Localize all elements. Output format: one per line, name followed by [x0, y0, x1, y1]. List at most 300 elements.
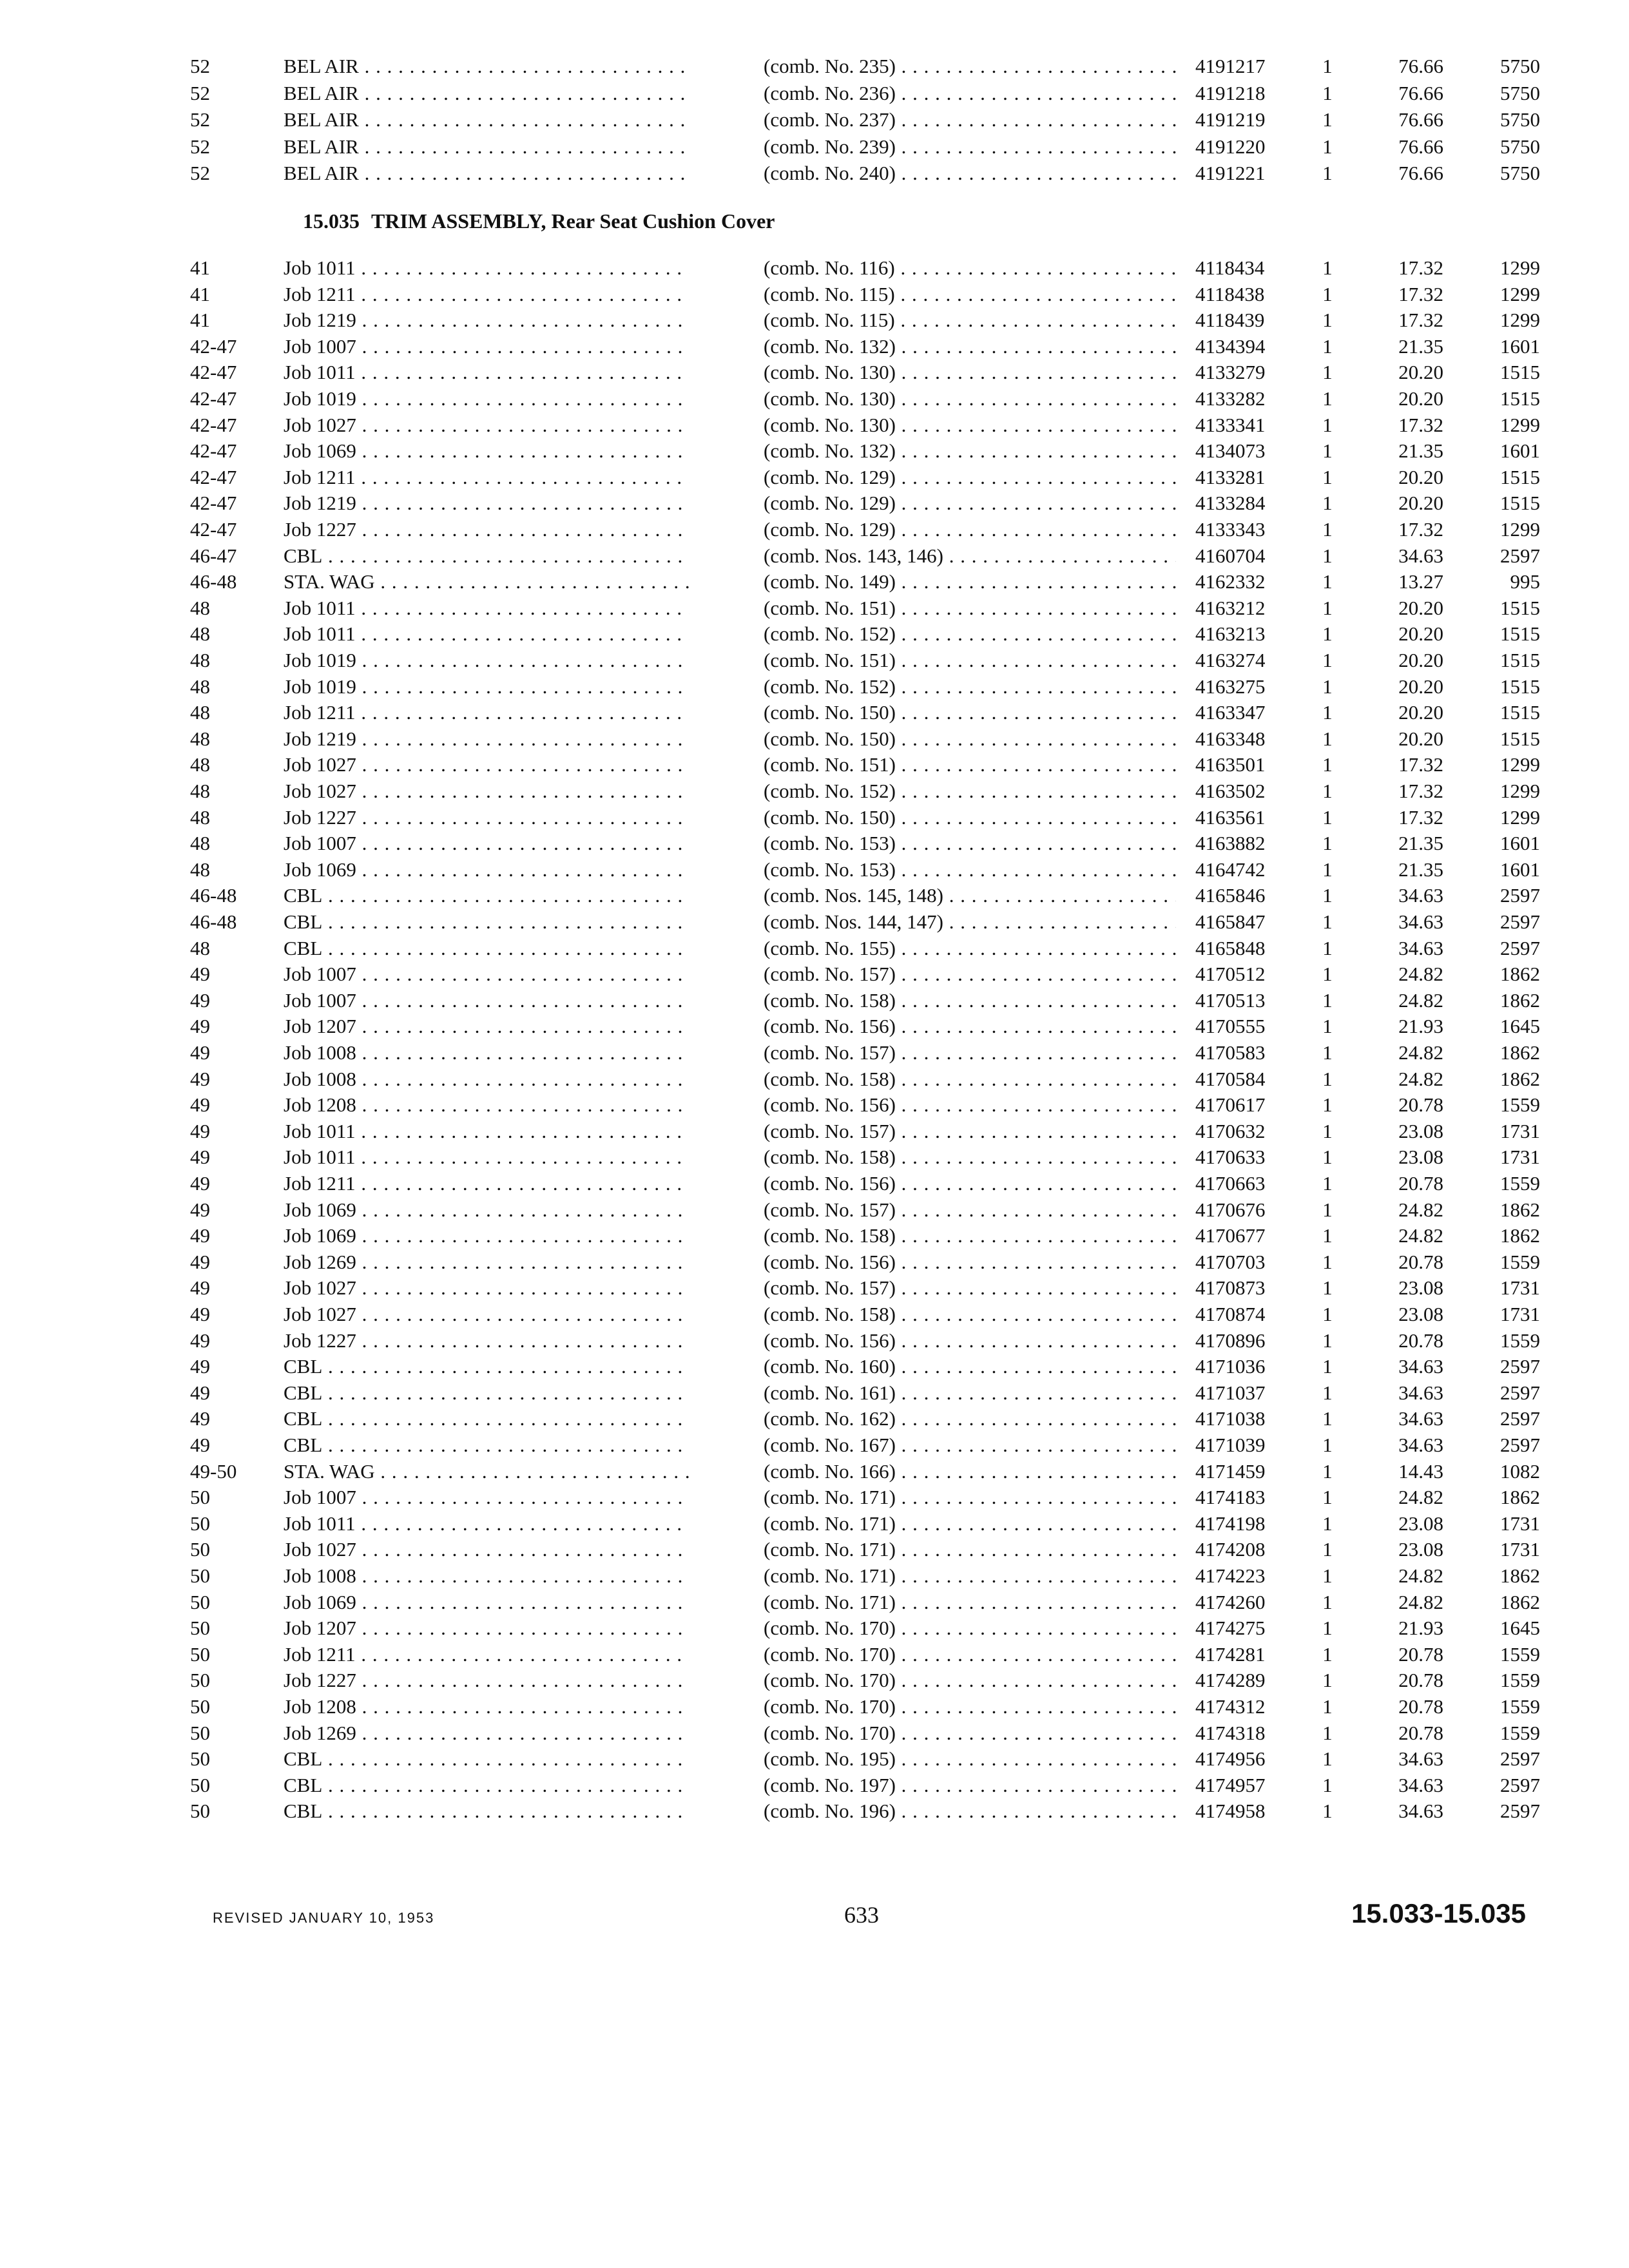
group-number: 1515 — [1500, 387, 1540, 410]
part-number: 4165848 — [1195, 936, 1266, 959]
part-number: 4165846 — [1195, 884, 1266, 907]
combination-number: (comb. No. 235) . . . — [764, 53, 1176, 79]
quantity: 1 — [1322, 1486, 1333, 1509]
combination-number: (comb. No. 115) . . . — [764, 282, 1176, 307]
table-row — [0, 621, 1629, 647]
table-row — [0, 307, 1629, 333]
table-row — [0, 1249, 1629, 1275]
quantity: 1 — [1322, 1617, 1333, 1640]
model-year: 48 — [190, 832, 210, 855]
model-year: 49 — [190, 1407, 210, 1430]
part-number: 4118434 — [1195, 256, 1265, 279]
part-number: 4191217 — [1195, 55, 1266, 77]
combination-number: (comb. No. 153) . . . — [764, 857, 1176, 883]
group-number: 1299 — [1500, 282, 1540, 305]
part-number: 4118438 — [1195, 282, 1265, 305]
part-number: 4174289 — [1195, 1669, 1266, 1692]
model-year: 48 — [190, 701, 210, 724]
part-number: 4174956 — [1195, 1747, 1266, 1771]
model-year: 49 — [190, 1146, 210, 1169]
list-price: 24.82 — [1398, 1041, 1443, 1064]
combination-number: (comb. Nos. 143, 146) . . . — [764, 543, 1176, 569]
quantity: 1 — [1322, 1067, 1333, 1090]
body-type: Job 1008 . . . — [284, 1563, 689, 1589]
table-row — [0, 517, 1629, 543]
list-price: 23.08 — [1398, 1303, 1443, 1325]
model-year: 49 — [190, 1381, 210, 1404]
body-type: CBL . . . — [284, 1406, 689, 1432]
list-price: 34.63 — [1398, 910, 1443, 933]
table-row — [0, 1354, 1629, 1379]
quantity: 1 — [1322, 1224, 1333, 1247]
group-number: 1862 — [1500, 1067, 1540, 1090]
part-number: 4171039 — [1195, 1434, 1266, 1456]
part-number: 4133343 — [1195, 518, 1266, 541]
list-price: 17.32 — [1398, 753, 1443, 776]
body-type: Job 1019 . . . — [284, 674, 689, 700]
combination-number: (comb. No. 156) . . . — [764, 1092, 1176, 1118]
group-number: 1515 — [1500, 492, 1540, 515]
group-number: 5750 — [1500, 135, 1540, 158]
quantity: 1 — [1322, 309, 1333, 332]
body-type: Job 1208 . . . — [284, 1694, 689, 1720]
combination-number: (comb. No. 236) . . . — [764, 81, 1176, 106]
table-row — [0, 1694, 1629, 1720]
model-year: 50 — [190, 1800, 210, 1823]
table-row — [0, 1511, 1629, 1537]
combination-number: (comb. No. 130) . . . — [764, 412, 1176, 438]
combination-number: (comb. No. 157) . . . — [764, 1040, 1176, 1066]
list-price: 20.20 — [1398, 465, 1443, 488]
body-type: CBL . . . — [284, 1798, 689, 1824]
group-number: 1559 — [1500, 1721, 1540, 1744]
combination-number: (comb. No. 157) . . . — [764, 961, 1176, 987]
table-row — [0, 1459, 1629, 1485]
model-year: 46-48 — [190, 884, 237, 907]
group-number: 5750 — [1500, 108, 1540, 131]
quantity: 1 — [1322, 988, 1333, 1012]
group-number: 1862 — [1500, 1486, 1540, 1509]
table-row — [0, 700, 1629, 726]
body-type: Job 1019 . . . — [284, 648, 689, 673]
body-type: BEL AIR . . . — [284, 160, 689, 186]
list-price: 20.78 — [1398, 1669, 1443, 1692]
quantity: 1 — [1322, 753, 1333, 776]
quantity: 1 — [1322, 832, 1333, 855]
body-type: Job 1027 . . . — [284, 1302, 689, 1327]
body-type: Job 1069 . . . — [284, 438, 689, 464]
model-year: 49 — [190, 1119, 210, 1142]
combination-number: (comb. No. 151) . . . — [764, 752, 1176, 778]
group-number: 1082 — [1500, 1459, 1540, 1483]
group-number: 1559 — [1500, 1250, 1540, 1273]
body-type: CBL . . . — [284, 909, 689, 935]
list-price: 24.82 — [1398, 1198, 1443, 1221]
model-year: 52 — [190, 55, 210, 77]
model-year: 46-47 — [190, 544, 237, 567]
body-type: Job 1219 . . . — [284, 726, 689, 752]
list-price: 24.82 — [1398, 963, 1443, 986]
model-year: 42-47 — [190, 413, 237, 436]
body-type: Job 1211 . . . — [284, 1171, 689, 1196]
group-number: 1601 — [1500, 858, 1540, 881]
combination-number: (comb. No. 158) . . . — [764, 1223, 1176, 1249]
body-type: Job 1211 . . . — [284, 465, 689, 490]
part-number: 4170584 — [1195, 1067, 1266, 1090]
table-row — [0, 1144, 1629, 1170]
table-row — [0, 1119, 1629, 1144]
group-number: 995 — [1510, 570, 1540, 593]
table-row — [0, 1171, 1629, 1196]
table-row — [0, 412, 1629, 438]
model-year: 49 — [190, 1329, 210, 1352]
list-price: 34.63 — [1398, 884, 1443, 907]
part-number: 4133279 — [1195, 361, 1266, 384]
body-type: CBL . . . — [284, 1746, 689, 1772]
quantity: 1 — [1322, 1590, 1333, 1613]
body-type: Job 1011 . . . — [284, 1511, 689, 1537]
table-row — [0, 726, 1629, 752]
body-type: Job 1011 . . . — [284, 255, 689, 281]
list-price: 76.66 — [1398, 135, 1443, 158]
quantity: 1 — [1322, 1303, 1333, 1325]
model-year: 49 — [190, 1276, 210, 1300]
table-row — [0, 1746, 1629, 1772]
combination-number: (comb. No. 115) . . . — [764, 307, 1176, 333]
group-number: 1731 — [1500, 1276, 1540, 1300]
part-number: 4171459 — [1195, 1459, 1266, 1483]
group-number: 1299 — [1500, 780, 1540, 802]
list-price: 34.63 — [1398, 1747, 1443, 1771]
model-year: 42-47 — [190, 492, 237, 515]
group-number: 5750 — [1500, 162, 1540, 184]
combination-number: (comb. No. 158) . . . — [764, 988, 1176, 1014]
group-number: 1862 — [1500, 1198, 1540, 1221]
group-number: 1731 — [1500, 1538, 1540, 1561]
group-number: 1515 — [1500, 622, 1540, 646]
list-price: 24.82 — [1398, 1067, 1443, 1090]
group-number: 1559 — [1500, 1695, 1540, 1718]
list-price: 20.20 — [1398, 387, 1443, 410]
part-number: 4133281 — [1195, 465, 1266, 488]
table-row — [0, 961, 1629, 987]
part-number: 4170873 — [1195, 1276, 1266, 1300]
group-number: 2597 — [1500, 1355, 1540, 1378]
group-number: 1299 — [1500, 805, 1540, 829]
combination-number: (comb. No. 170) . . . — [764, 1615, 1176, 1641]
body-type: Job 1211 . . . — [284, 1642, 689, 1667]
body-type: BEL AIR . . . — [284, 81, 689, 106]
combination-number: (comb. No. 158) . . . — [764, 1066, 1176, 1092]
body-type: STA. WAG . . . — [284, 569, 689, 595]
quantity: 1 — [1322, 439, 1333, 463]
quantity: 1 — [1322, 1198, 1333, 1221]
group-number: 1862 — [1500, 1590, 1540, 1613]
group-number: 1515 — [1500, 727, 1540, 750]
part-number: 4174312 — [1195, 1695, 1266, 1718]
combination-number: (comb. No. 157) . . . — [764, 1197, 1176, 1223]
quantity: 1 — [1322, 1695, 1333, 1718]
combination-number: (comb. No. 195) . . . — [764, 1746, 1176, 1772]
quantity: 1 — [1322, 55, 1333, 77]
table-row — [0, 778, 1629, 804]
model-year: 50 — [190, 1564, 210, 1587]
table-row — [0, 360, 1629, 385]
part-number: 4163275 — [1195, 675, 1266, 698]
part-number: 4163212 — [1195, 596, 1266, 619]
body-type: Job 1011 . . . — [284, 595, 689, 621]
list-price: 76.66 — [1398, 108, 1443, 131]
table-row — [0, 674, 1629, 700]
quantity: 1 — [1322, 465, 1333, 488]
quantity: 1 — [1322, 701, 1333, 724]
part-number: 4170676 — [1195, 1198, 1266, 1221]
model-year: 52 — [190, 108, 210, 131]
model-year: 48 — [190, 727, 210, 750]
part-number: 4134394 — [1195, 334, 1266, 358]
model-year: 48 — [190, 805, 210, 829]
table-row — [0, 1773, 1629, 1798]
model-year: 48 — [190, 753, 210, 776]
list-price: 21.35 — [1398, 832, 1443, 855]
part-number: 4163348 — [1195, 727, 1266, 750]
body-type: Job 1069 . . . — [284, 1590, 689, 1615]
combination-number: (comb. No. 152) . . . — [764, 778, 1176, 804]
table-row — [0, 909, 1629, 935]
list-price: 17.32 — [1398, 413, 1443, 436]
part-number: 4170896 — [1195, 1329, 1266, 1352]
combination-number: (comb. No. 116) . . . — [764, 255, 1176, 281]
table-row — [0, 53, 1629, 79]
body-type: Job 1027 . . . — [284, 778, 689, 804]
body-type: BEL AIR . . . — [284, 53, 689, 79]
combination-number: (comb. No. 130) . . . — [764, 360, 1176, 385]
group-number: 1515 — [1500, 465, 1540, 488]
part-number: 4170617 — [1195, 1093, 1266, 1117]
combination-number: (comb. No. 162) . . . — [764, 1406, 1176, 1432]
table-row — [0, 1563, 1629, 1589]
group-number: 1601 — [1500, 439, 1540, 463]
part-number: 4163501 — [1195, 753, 1266, 776]
part-number: 4174198 — [1195, 1512, 1266, 1535]
combination-number: (comb. No. 161) . . . — [764, 1380, 1176, 1406]
group-number: 1862 — [1500, 988, 1540, 1012]
body-type: Job 1007 . . . — [284, 961, 689, 987]
quantity: 1 — [1322, 135, 1333, 158]
list-price: 21.35 — [1398, 334, 1443, 358]
part-number: 4170874 — [1195, 1303, 1266, 1325]
model-year: 50 — [190, 1669, 210, 1692]
model-year: 42-47 — [190, 518, 237, 541]
part-number: 4134073 — [1195, 439, 1266, 463]
quantity: 1 — [1322, 282, 1333, 305]
list-price: 17.32 — [1398, 518, 1443, 541]
list-price: 24.82 — [1398, 1486, 1443, 1509]
body-type: Job 1227 . . . — [284, 805, 689, 831]
model-year: 46-48 — [190, 910, 237, 933]
combination-number: (comb. No. 166) . . . — [764, 1459, 1176, 1485]
combination-number: (comb. No. 157) . . . — [764, 1119, 1176, 1144]
list-price: 17.32 — [1398, 309, 1443, 332]
group-number: 2597 — [1500, 1407, 1540, 1430]
group-number: 1862 — [1500, 963, 1540, 986]
body-type: CBL . . . — [284, 936, 689, 961]
group-number: 2597 — [1500, 1381, 1540, 1404]
part-number: 4133341 — [1195, 413, 1266, 436]
model-year: 48 — [190, 649, 210, 671]
quantity: 1 — [1322, 1015, 1333, 1038]
quantity: 1 — [1322, 1355, 1333, 1378]
section-heading — [303, 207, 775, 235]
table-row — [0, 1590, 1629, 1615]
part-number: 4118439 — [1195, 309, 1265, 332]
group-number: 1731 — [1500, 1119, 1540, 1142]
model-year: 50 — [190, 1590, 210, 1613]
part-number: 4133284 — [1195, 492, 1266, 515]
model-year: 46-48 — [190, 570, 237, 593]
list-price: 20.78 — [1398, 1329, 1443, 1352]
table-row — [0, 1642, 1629, 1667]
quantity: 1 — [1322, 81, 1333, 104]
combination-number: (comb. No. 129) . . . — [764, 517, 1176, 543]
combination-number: (comb. No. 197) . . . — [764, 1773, 1176, 1798]
quantity: 1 — [1322, 1041, 1333, 1064]
part-number: 4170663 — [1195, 1172, 1266, 1195]
quantity: 1 — [1322, 675, 1333, 698]
table-row — [0, 569, 1629, 595]
combination-number: (comb. No. 150) . . . — [764, 726, 1176, 752]
list-price: 24.82 — [1398, 1590, 1443, 1613]
quantity: 1 — [1322, 1459, 1333, 1483]
list-price: 20.78 — [1398, 1721, 1443, 1744]
model-year: 48 — [190, 936, 210, 959]
part-number: 4191218 — [1195, 81, 1266, 104]
quantity: 1 — [1322, 1800, 1333, 1823]
quantity: 1 — [1322, 884, 1333, 907]
body-type: Job 1069 . . . — [284, 1197, 689, 1223]
table-row — [0, 595, 1629, 621]
quantity: 1 — [1322, 1276, 1333, 1300]
body-type: Job 1027 . . . — [284, 1275, 689, 1301]
group-number: 1731 — [1500, 1303, 1540, 1325]
body-type: Job 1069 . . . — [284, 1223, 689, 1249]
group-number: 2597 — [1500, 1434, 1540, 1456]
part-number: 4160704 — [1195, 544, 1266, 567]
group-number: 2597 — [1500, 1800, 1540, 1823]
body-type: Job 1027 . . . — [284, 752, 689, 778]
model-year: 50 — [190, 1747, 210, 1771]
part-number: 4171038 — [1195, 1407, 1266, 1430]
table-row — [0, 1197, 1629, 1223]
body-type: BEL AIR . . . — [284, 134, 689, 160]
model-year: 49 — [190, 1041, 210, 1064]
quantity: 1 — [1322, 1434, 1333, 1456]
table-row — [0, 255, 1629, 281]
table-row — [0, 1092, 1629, 1118]
section-range: 15.033-15.035 — [1351, 1898, 1526, 1928]
list-price: 24.82 — [1398, 1564, 1443, 1587]
list-price: 23.08 — [1398, 1538, 1443, 1561]
table-row — [0, 465, 1629, 490]
quantity: 1 — [1322, 256, 1333, 279]
body-type: Job 1027 . . . — [284, 1537, 689, 1562]
group-number: 5750 — [1500, 81, 1540, 104]
part-number: 4170555 — [1195, 1015, 1266, 1038]
group-number: 1559 — [1500, 1172, 1540, 1195]
body-type: Job 1007 . . . — [284, 334, 689, 360]
quantity: 1 — [1322, 936, 1333, 959]
table-row — [0, 386, 1629, 412]
model-year: 50 — [190, 1617, 210, 1640]
list-price: 21.93 — [1398, 1015, 1443, 1038]
part-number: 4170677 — [1195, 1224, 1266, 1247]
table-row — [0, 490, 1629, 516]
body-type: CBL . . . — [284, 1773, 689, 1798]
body-type: Job 1011 . . . — [284, 360, 689, 385]
table-row — [0, 160, 1629, 186]
model-year: 50 — [190, 1486, 210, 1509]
group-number: 2597 — [1500, 884, 1540, 907]
quantity: 1 — [1322, 518, 1333, 541]
combination-number: (comb. No. 158) . . . — [764, 1144, 1176, 1170]
table-row — [0, 107, 1629, 133]
body-type: Job 1269 . . . — [284, 1720, 689, 1746]
list-price: 23.08 — [1398, 1512, 1443, 1535]
part-number: 4163502 — [1195, 780, 1266, 802]
model-year: 49 — [190, 963, 210, 986]
quantity: 1 — [1322, 1669, 1333, 1692]
part-number: 4163347 — [1195, 701, 1266, 724]
part-number: 4170632 — [1195, 1119, 1266, 1142]
body-type: Job 1227 . . . — [284, 517, 689, 543]
table-row — [0, 438, 1629, 464]
list-price: 13.27 — [1398, 570, 1443, 593]
list-price: 34.63 — [1398, 936, 1443, 959]
part-number: 4170513 — [1195, 988, 1266, 1012]
body-type: Job 1069 . . . — [284, 857, 689, 883]
list-price: 20.20 — [1398, 701, 1443, 724]
quantity: 1 — [1322, 492, 1333, 515]
model-year: 42-47 — [190, 465, 237, 488]
list-price: 34.63 — [1398, 1355, 1443, 1378]
quantity: 1 — [1322, 1407, 1333, 1430]
combination-number: (comb. No. 170) . . . — [764, 1642, 1176, 1667]
group-number: 2597 — [1500, 544, 1540, 567]
list-price: 20.78 — [1398, 1250, 1443, 1273]
combination-number: (comb. No. 152) . . . — [764, 621, 1176, 647]
list-price: 34.63 — [1398, 1434, 1443, 1456]
list-price: 20.20 — [1398, 492, 1443, 515]
combination-number: (comb. No. 157) . . . — [764, 1275, 1176, 1301]
part-number: 4133282 — [1195, 387, 1266, 410]
quantity: 1 — [1322, 1146, 1333, 1169]
list-price: 34.63 — [1398, 1800, 1443, 1823]
table-row — [0, 831, 1629, 856]
combination-number: (comb. No. 129) . . . — [764, 465, 1176, 490]
group-number: 1601 — [1500, 832, 1540, 855]
combination-number: (comb. No. 149) . . . — [764, 569, 1176, 595]
combination-number: (comb. No. 153) . . . — [764, 831, 1176, 856]
table-row — [0, 1302, 1629, 1327]
body-type: Job 1011 . . . — [284, 621, 689, 647]
combination-number: (comb. No. 156) . . . — [764, 1171, 1176, 1196]
model-year: 41 — [190, 256, 210, 279]
table-row — [0, 936, 1629, 961]
part-number: 4171036 — [1195, 1355, 1266, 1378]
model-year: 49 — [190, 1224, 210, 1247]
model-year: 50 — [190, 1512, 210, 1535]
combination-number: (comb. No. 167) . . . — [764, 1432, 1176, 1458]
